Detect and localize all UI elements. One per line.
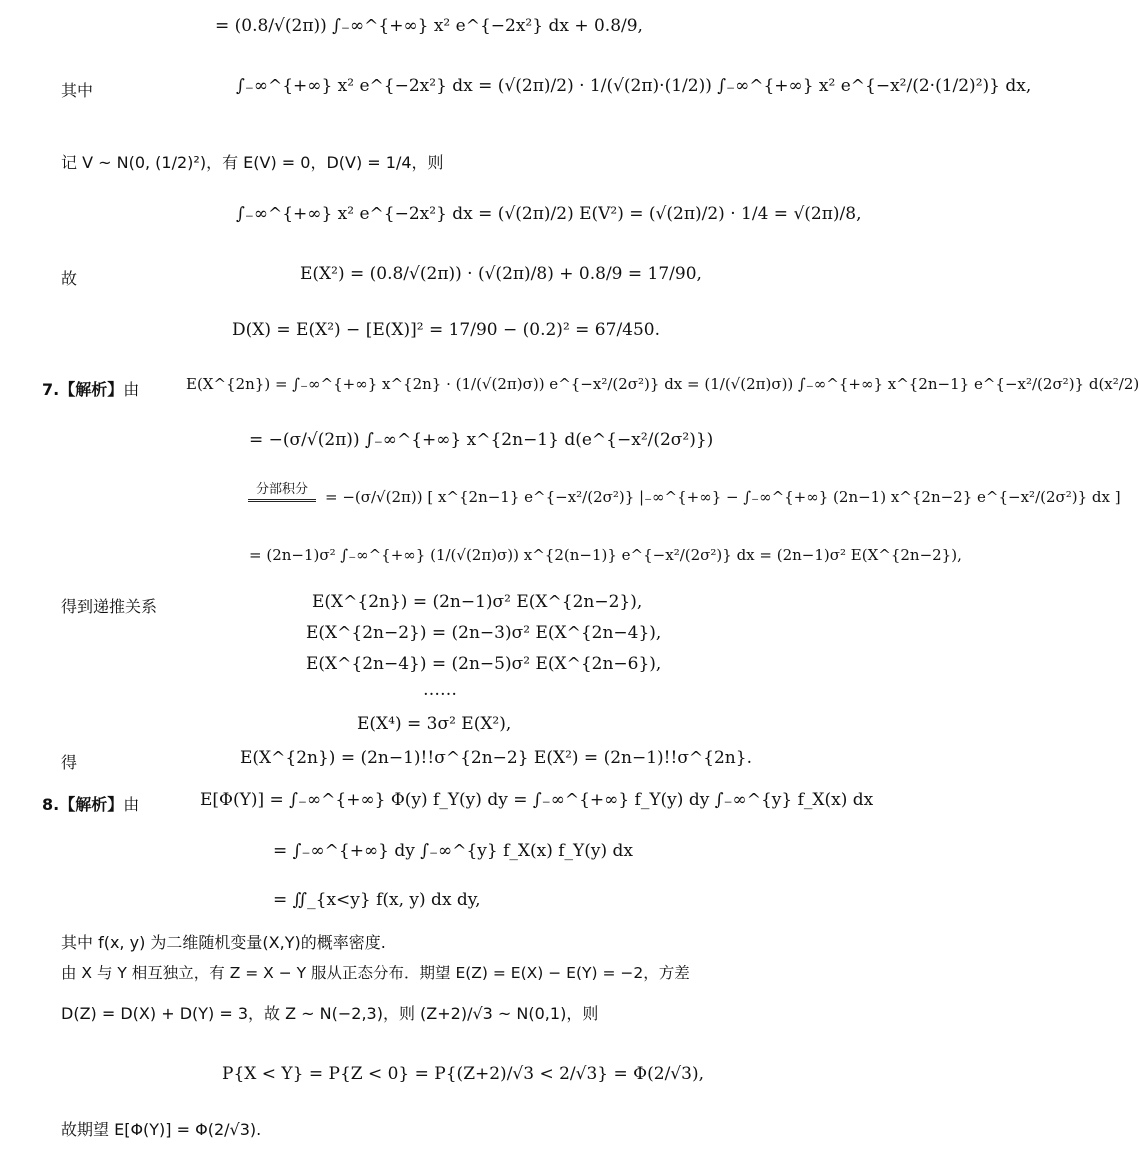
eq-line-3: ∫₋∞^{+∞} x² e^{−2x²} dx = (√(2π)/2) E(V²) = (√(2π)/2) · 1/4 = √(2π)/8, bbox=[236, 204, 862, 224]
eq-sol7-result: E(X^{2n}) = (2n−1)!!σ^{2n−2} E(X²) = (2n−1)!!σ^{2n}. bbox=[240, 748, 752, 768]
text-line-dz: D(Z) = D(X) + D(Y) = 3，故 Z ~ N(−2,3)，则 (Z+2)/√3 ~ N(0,1)，则 bbox=[61, 1004, 599, 1023]
solution-7-you: 由 bbox=[123, 380, 140, 399]
solution-8-number: 8. bbox=[42, 795, 60, 814]
solution-7-tag: 【解析】 bbox=[59, 380, 124, 399]
eq-recurrence-1: E(X^{2n}) = (2n−1)σ² E(X^{2n−2}), bbox=[312, 592, 643, 612]
eq-recurrence-2: E(X^{2n−2}) = (2n−3)σ² E(X^{2n−4}), bbox=[306, 623, 662, 643]
eq-line-1: = (0.8/√(2π)) ∫₋∞^{+∞} x² e^{−2x²} dx + 0.8/9, bbox=[215, 16, 643, 36]
solution-7-number: 7. bbox=[42, 380, 60, 399]
eq-recurrence-3: E(X^{2n−4}) = (2n−5)σ² E(X^{2n−6}), bbox=[306, 654, 662, 674]
solution-7-heading bbox=[42, 377, 139, 400]
eq-line-2: ∫₋∞^{+∞} x² e^{−2x²} dx = (√(2π)/2) · 1/(√(2π)·(1/2)) ∫₋∞^{+∞} x² e^{−x²/(2·(1/2)²)} dx, bbox=[236, 76, 1032, 96]
eq-sol7-line-3: = −(σ/√(2π)) [ x^{2n−1} e^{−x²/(2σ²)} |₋∞^{+∞} − ∫₋∞^{+∞} (2n−1) x^{2n−2} e^{−x²/(2σ²)} dx ] bbox=[325, 488, 1121, 506]
eq-sol8-line-1: E[Φ(Y)] = ∫₋∞^{+∞} Φ(y) f_Y(y) dy = ∫₋∞^{+∞} f_Y(y) dy ∫₋∞^{y} f_X(x) dx bbox=[200, 790, 874, 810]
eq-line-4: E(X²) = (0.8/√(2π)) · (√(2π)/8) + 0.8/9 = 17/90, bbox=[300, 264, 702, 284]
label-de: 得 bbox=[61, 753, 78, 772]
label-qizhong: 其中 bbox=[61, 81, 94, 100]
solution-8-tag: 【解析】 bbox=[59, 795, 124, 814]
eq-sol8-probability: P{X < Y} = P{Z < 0} = P{(Z+2)/√3 < 2/√3} = Φ(2/√3), bbox=[222, 1064, 704, 1084]
eq-sol7-line-2: = −(σ/√(2π)) ∫₋∞^{+∞} x^{2n−1} d(e^{−x²/(2σ²)}) bbox=[249, 430, 714, 450]
eq-line-5: D(X) = E(X²) − [E(X)]² = 17/90 − (0.2)² = 67/450. bbox=[232, 320, 661, 340]
text-line-independent: 由 X 与 Y 相互独立，有 Z = X − Y 服从正态分布．期望 E(Z) = E(X) − E(Y) = −2，方差 bbox=[61, 964, 690, 982]
eq-recurrence-4: E(X⁴) = 3σ² E(X²), bbox=[357, 714, 512, 734]
label-gu: 故 bbox=[61, 269, 78, 288]
solution-8-you: 由 bbox=[123, 795, 140, 814]
label-recurrence: 得到递推关系 bbox=[61, 597, 158, 616]
eq-sol8-line-3: = ∬_{x<y} f(x, y) dx dy, bbox=[273, 890, 481, 910]
eq-sol7-line-1: E(X^{2n}) = ∫₋∞^{+∞} x^{2n} · (1/(√(2π)σ)) e^{−x²/(2σ²)} dx = (1/(√(2π)σ)) ∫₋∞^{+∞} x^{2n−1} e^{−x²/(2σ²)} d(x²/2) bbox=[186, 375, 1139, 393]
eq-sol8-line-2: = ∫₋∞^{+∞} dy ∫₋∞^{y} f_X(x) f_Y(y) dx bbox=[273, 841, 633, 861]
ellipsis: …… bbox=[423, 680, 457, 700]
text-line-record-v: 记 V ~ N(0, (1/2)²)，有 E(V) = 0，D(V) = 1/4，则 bbox=[61, 153, 444, 172]
text-line-conclusion: 故期望 E[Φ(Y)] = Φ(2/√3). bbox=[61, 1120, 262, 1139]
eq-sol7-line-4: = (2n−1)σ² ∫₋∞^{+∞} (1/(√(2π)σ)) x^{2(n−1)} e^{−x²/(2σ²)} dx = (2n−1)σ² E(X^{2n−2}), bbox=[249, 546, 962, 564]
integration-by-parts-label: 分部积分 bbox=[248, 478, 316, 502]
text-line-density: 其中 f(x, y) 为二维随机变量(X,Y)的概率密度. bbox=[61, 933, 386, 952]
solution-8-heading bbox=[42, 792, 139, 815]
